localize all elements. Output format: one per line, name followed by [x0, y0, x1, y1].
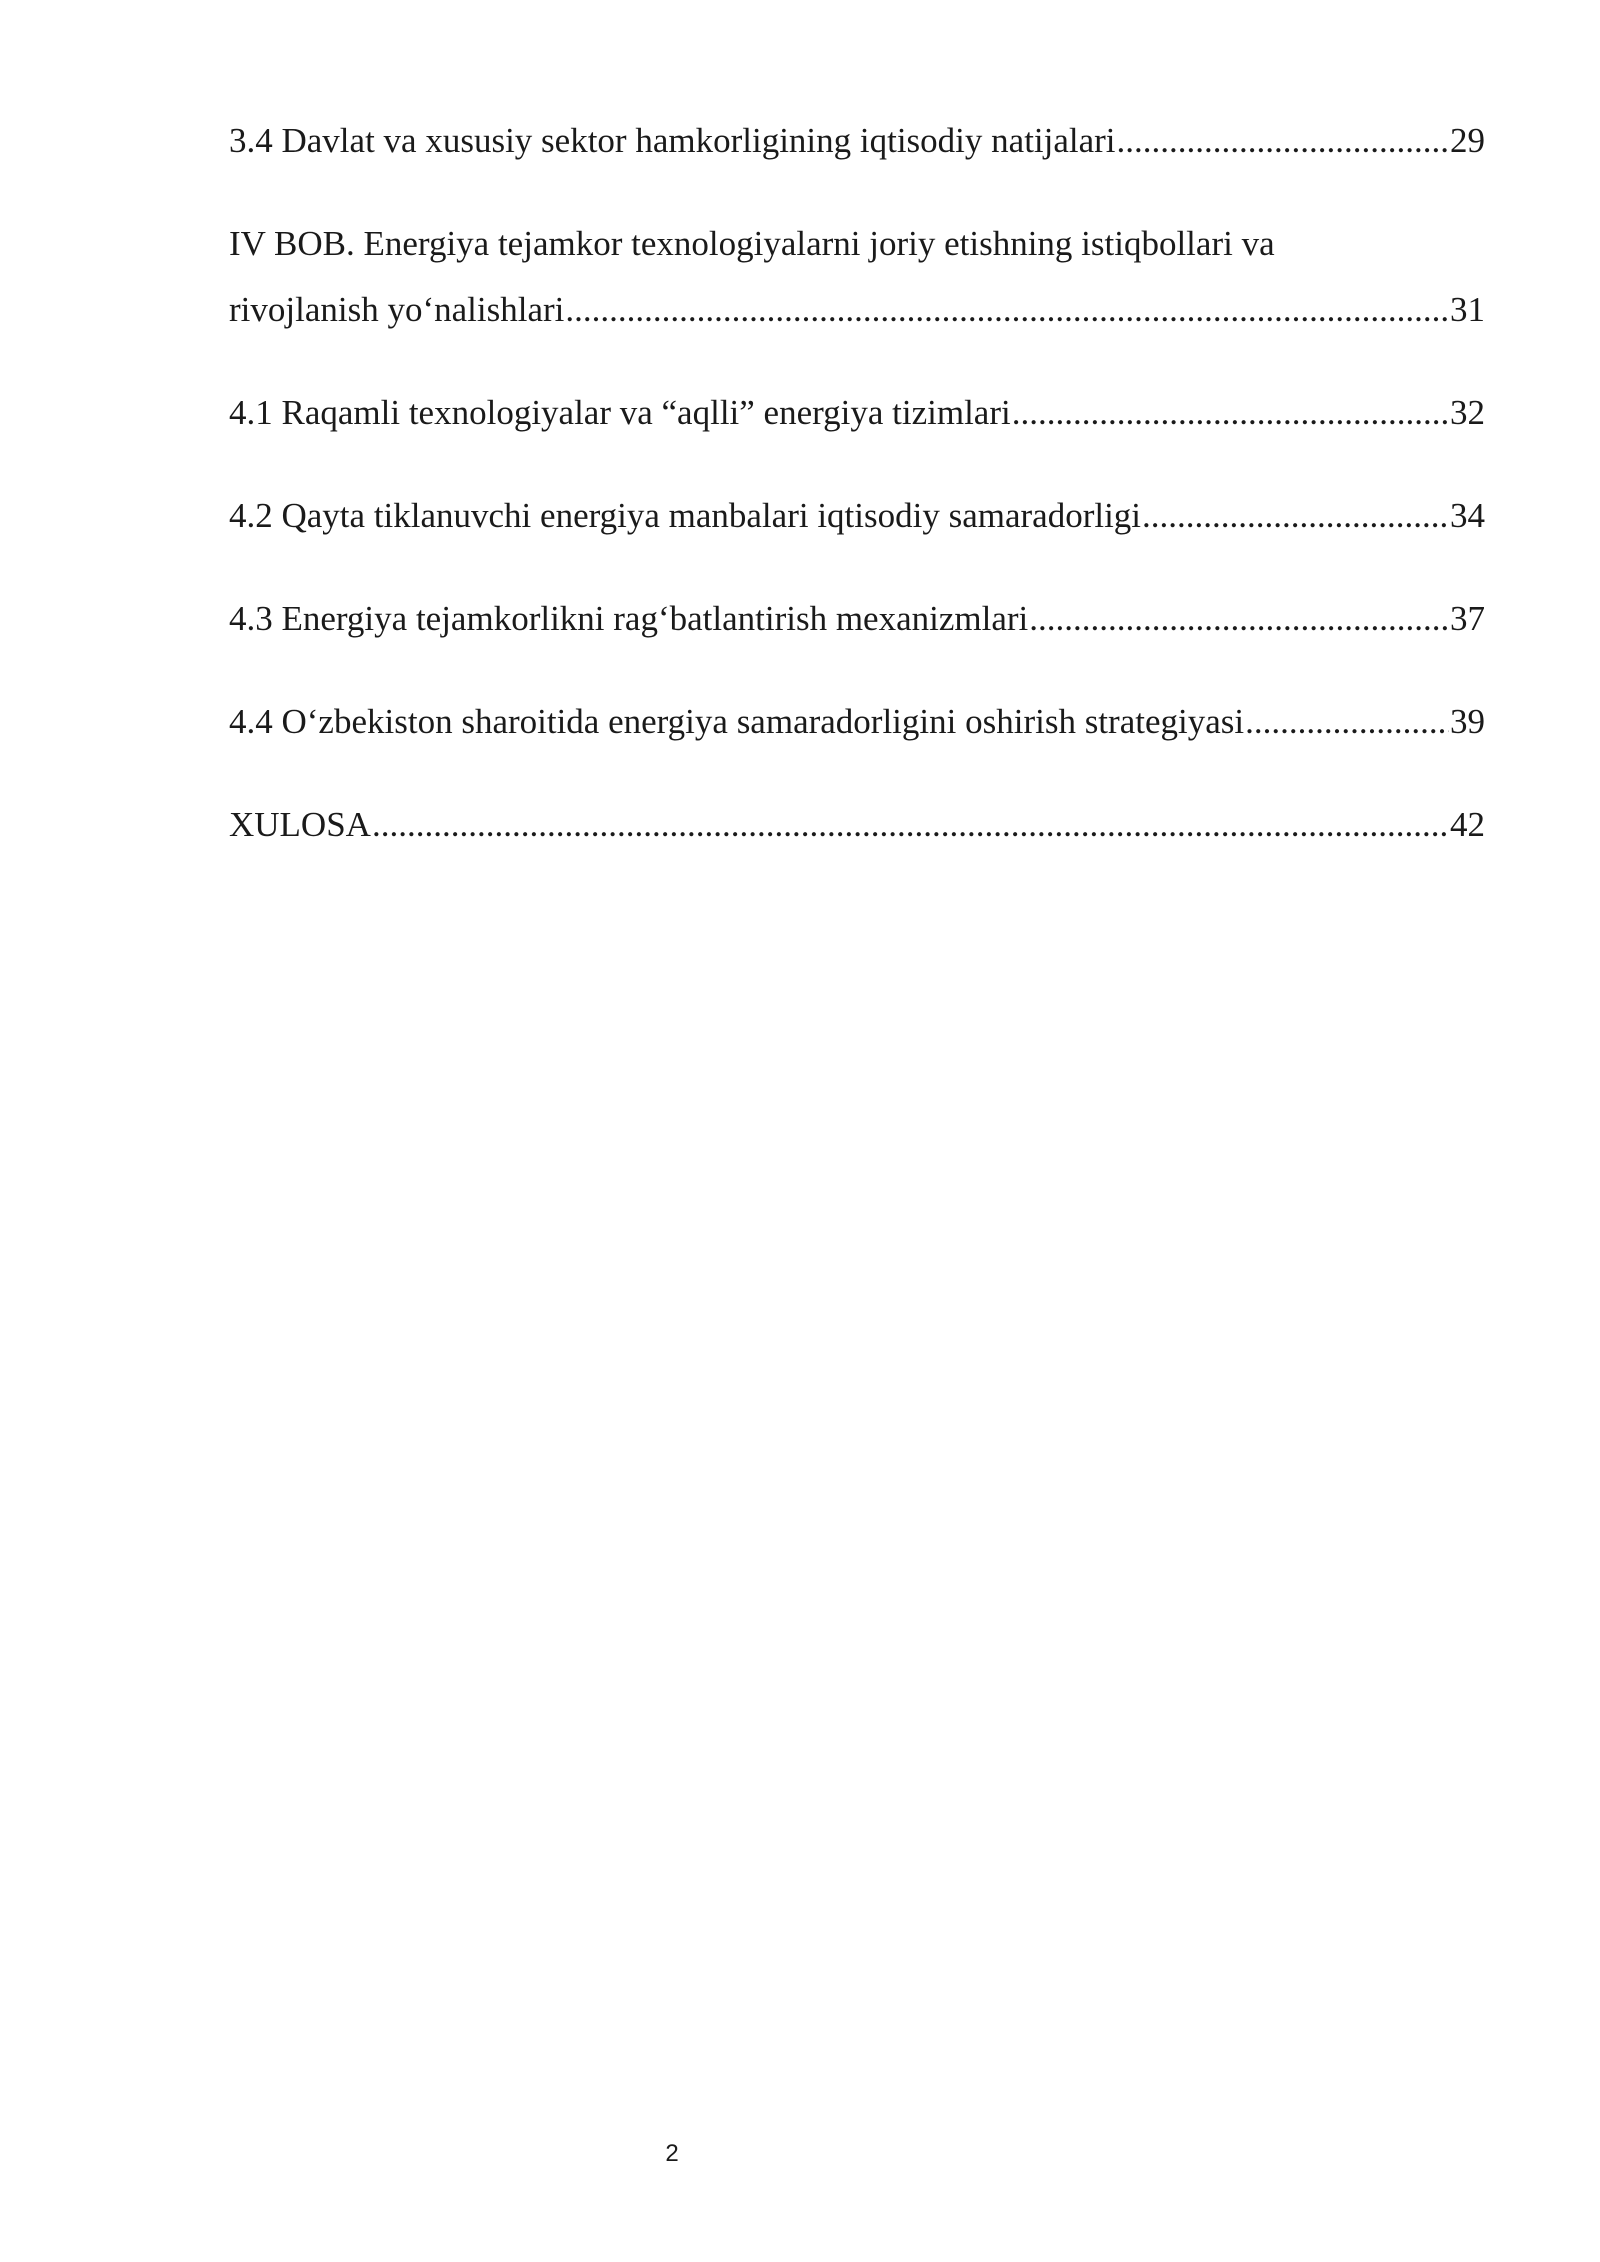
toc-entry-4-3[interactable] [229, 586, 1485, 652]
toc-page-number: 34 [1450, 496, 1485, 535]
dot-leader [565, 277, 1449, 343]
toc-entry-line [229, 689, 1485, 755]
toc-entry-4-4[interactable] [229, 689, 1485, 755]
toc-entry-title: XULOSA [229, 805, 371, 844]
dot-leader [1117, 108, 1449, 174]
toc-entry-line [229, 211, 1485, 277]
toc-entry-title: 3.4 Davlat va xususiy sektor hamkorligining iqtisodiy natijalari [229, 121, 1116, 160]
toc-entry-line [229, 277, 1485, 343]
dot-leader [372, 792, 1449, 858]
toc-entry-4-1[interactable] [229, 380, 1485, 446]
toc-entry-chapter-4[interactable] [229, 211, 1485, 343]
toc-entry-title: 4.3 Energiya tejamkorlikni rag‘batlantirish mexanizmlari [229, 599, 1029, 638]
toc-page-number: 39 [1450, 702, 1485, 741]
toc-entry-title: 4.2 Qayta tiklanuvchi energiya manbalari iqtisodiy samaradorligi [229, 496, 1142, 535]
toc-entry-line [229, 483, 1485, 549]
toc-entry-line [229, 380, 1485, 446]
toc-entry-line [229, 586, 1485, 652]
toc-entry-line [229, 108, 1485, 174]
toc-entry-title: 4.4 O‘zbekiston sharoitida energiya samaradorligini oshirish strategiyasi [229, 702, 1245, 741]
dot-leader [1142, 483, 1449, 549]
page-footer-number: 2 [665, 2140, 679, 2167]
toc-entry-xulosa[interactable] [229, 792, 1485, 858]
toc-entry-title: IV BOB. Energiya tejamkor texnologiyalarni joriy etishning istiqbollari va [229, 224, 1275, 263]
toc-entry-line [229, 792, 1485, 858]
toc-page-number: 37 [1450, 599, 1485, 638]
toc-entry-4-2[interactable] [229, 483, 1485, 549]
table-of-contents [229, 108, 1485, 895]
toc-page-number: 31 [1450, 290, 1485, 329]
toc-page-number: 29 [1450, 121, 1485, 160]
toc-entry-title: 4.1 Raqamli texnologiyalar va “aqlli” energiya tizimlari [229, 393, 1011, 432]
dot-leader [1012, 380, 1449, 446]
dot-leader [1245, 689, 1449, 755]
toc-entry-title-continued: rivojlanish yo‘nalishlari [229, 290, 565, 329]
toc-entry-3-4[interactable] [229, 108, 1485, 174]
toc-page-number: 42 [1450, 805, 1485, 844]
toc-page-number: 32 [1450, 393, 1485, 432]
dot-leader [1029, 586, 1449, 652]
